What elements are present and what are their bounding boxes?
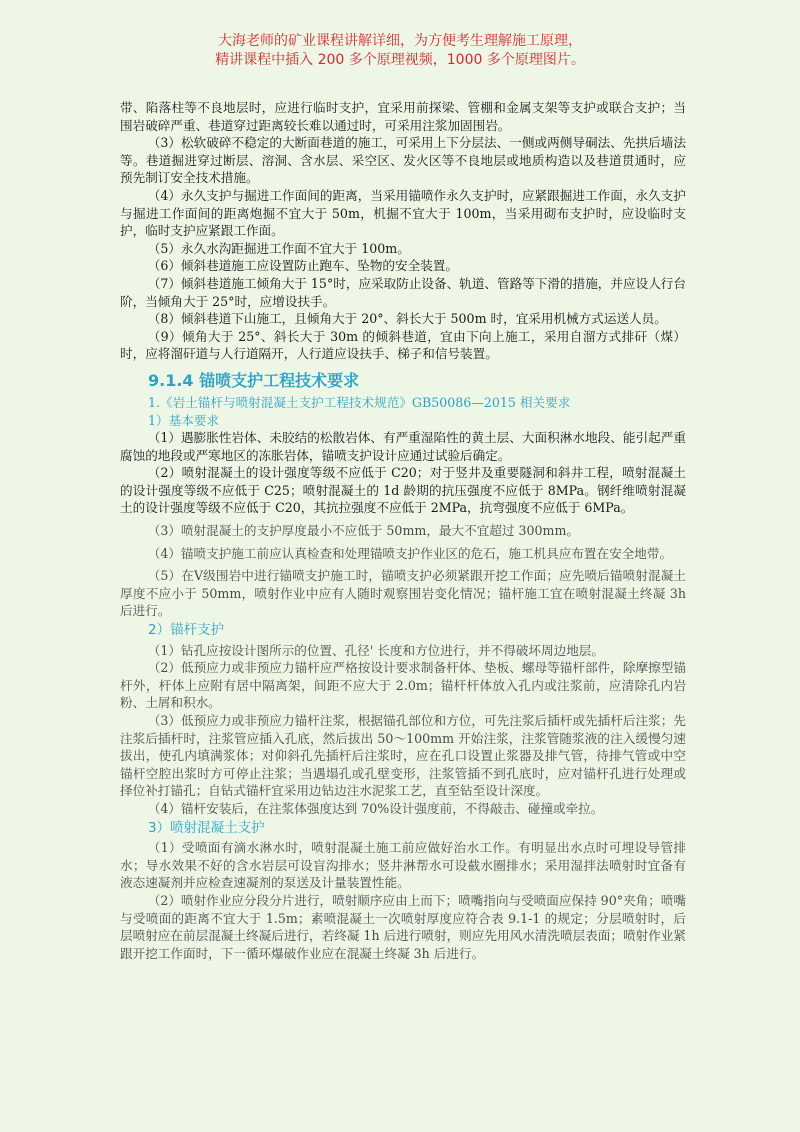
paragraph: （6）倾斜巷道施工应设置防止跑车、坠物的安全装置。 [147,258,458,274]
standard-reference: 1.《岩土锚杆与喷射混凝土支护工程技术规范》GB50086—2015 相关要求 [148,394,571,410]
paragraph: （2）喷射作业应分段分片进行，喷射顺序应由上而下；喷嘴指向与受喷面应保持 90°夹角；喷嘴与受喷面的距离不宜大于 1.5m；素喷混凝土一次喷射厚度应符合表 9.1-1 的规定；分层喷射时，后层喷射应在前层混凝土终凝后进行，若终凝 1h 后进行喷射，则应先用风水清洗喷层表面；喷射作业紧跟开挖工作面时，下一循环爆破作业应在混凝土终凝 3h 后进行。 [120,892,686,961]
shotcrete-support-heading: 3）喷射混凝土支护 [148,819,265,836]
section-heading: 9.1.4 锚喷支护工程技术要求 [148,370,360,390]
paragraph: （1）钻孔应按设计图所示的位置、孔径' 长度和方位进行，并不得破坏周边地层。 [147,642,604,658]
paragraph: （8）倾斜巷道下山施工，且倾角大于 20°、斜长大于 500m 时，宜采用机械方式运送人员。 [147,311,667,327]
paragraph: （3）松软破碎不稳定的大断面巷道的施工，可采用上下分层法、一侧或两侧导硐法、先拱后墙法等。巷道掘进穿过断层、溶洞、含水层、采空区、发火区等不良地层或地质构造以及巷道贯通时，应预先制订安全技术措施。 [120,135,686,186]
banner-line-1: 大海老师的矿业课程讲解详细，为方便考生理解施工原理， [218,33,582,49]
paragraph: （3）低预应力或非预应力锚杆注浆，根据锚孔部位和方位，可先注浆后插杆或先插杆后注浆；先注浆后插杆时，注浆管应插入孔底，然后拔出 50～100mm 开始注浆，注浆管随浆液的注入缓慢匀速拔出，使孔内填满浆体；对仰斜孔先插杆后注浆时，应在孔口设置止浆器及排气管，待排气管或中空锚杆空腔出浆时方可停止注浆；当遇塌孔或孔壁变形，注浆管插不到孔底时，应对锚杆孔进行处理或择位补打锚孔；自钻式锚杆宜采用边钻边注水泥浆工艺，直至钻至设计深度。 [120,713,686,799]
bolt-support-heading: 2）锚杆支护 [148,622,225,639]
basic-requirements-heading: 1）基本要求 [148,412,219,428]
paragraph: （4）永久支护与掘进工作面间的距离，当采用锚喷作永久支护时，应紧跟掘进工作面，永久支护与掘进工作面间的距离炮掘不宜大于 50m，机掘不宜大于 100m，当采用砌布支护时，应设临时支护，临时支护应紧跟工作面。 [120,187,686,239]
paragraph: （2）喷射混凝土的设计强度等级不应低于 C20；对于竖井及重要隧洞和斜井工程，喷射混凝土的设计强度等级不应低于 C25；喷射混凝土的 1d 龄期的抗压强度不应低于 8MPa。钢纤维喷射混凝土的设计强度等级不应低于 C20，其抗拉强度不应低于 2MPa，抗弯强度不应低于 6MPa。 [120,465,686,516]
paragraph: （4）锚喷支护施工前应认真检查和处理锚喷支护作业区的危石，施工机具应布置在安全地带。 [147,545,673,561]
paragraph: （5）永久水沟距掘进工作面不宜大于 100m。 [147,240,410,256]
paragraph: （1）遇膨胀性岩体、未胶结的松散岩体、有严重湿陷性的黄土层、大面积淋水地段、能引起严重腐蚀的地段或严寒地区的冻胀岩体，锚喷支护设计应通过试验后确定。 [120,430,686,463]
paragraph: （9）倾角大于 25°、斜长大于 30m 的倾斜巷道，宜由下向上施工，采用自溜方式排矸（煤）时，应将溜矸道与人行道隔开，人行道应设扶手、梯子和信号装置。 [120,328,686,362]
paragraph: （2）低预应力或非预应力锚杆应严格按设计要求制备杆体、垫板、螺母等锚杆部件，除摩擦型锚杆外，杆体上应附有居中隔离架，间距不应大于 2.0m；锚杆杆体放入孔内或注浆前，应清除孔内岩粉、土屑和积水。 [120,660,686,711]
paragraph: （4）锚杆安装后，在注浆体强度达到 70%设计强度前，不得敲击、碰撞或牵拉。 [147,800,604,816]
paragraph: （7）倾斜巷道施工倾角大于 15°时，应采取防止设备、轨道、管路等下滑的措施，并应设人行台阶，当倾角大于 25°时，应增设扶手。 [120,275,686,309]
banner-line-2: 精讲课程中插入 200 多个原理视频，1000 多个原理图片。 [215,52,585,68]
paragraph: （5）在Ⅴ级围岩中进行锚喷支护施工时，锚喷支护必须紧跟开挖工作面；应先喷后锚喷射混凝土厚度不应小于 50mm，喷射作业中应有人随时观察围岩变化情况；锚杆施工宜在喷射混凝土终凝 3h 后进行。 [120,568,686,619]
paragraph: 带、陷落柱等不良地层时，应进行临时支护，宜采用前探梁、管棚和金属支架等支护或联合支护；当围岩破碎严重、巷道穿过距离较长难以通过时，可采用注浆加固围岩。 [120,100,686,133]
promo-banner [0,32,800,70]
paragraph: （3）喷射混凝土的支护厚度最小不应低于 50mm，最大不宜超过 300mm。 [147,523,580,539]
paragraph: （1）受喷面有滴水淋水时，喷射混凝土施工前应做好治水工作。有明显出水点时可埋设导管排水；导水效果不好的含水岩层可设盲沟排水；竖井淋帮水可设截水圈排水；采用湿拌法喷射时宜备有液态速凝剂并应检查速凝剂的泵送及计量装置性能。 [120,840,686,891]
body-text [120,99,686,962]
